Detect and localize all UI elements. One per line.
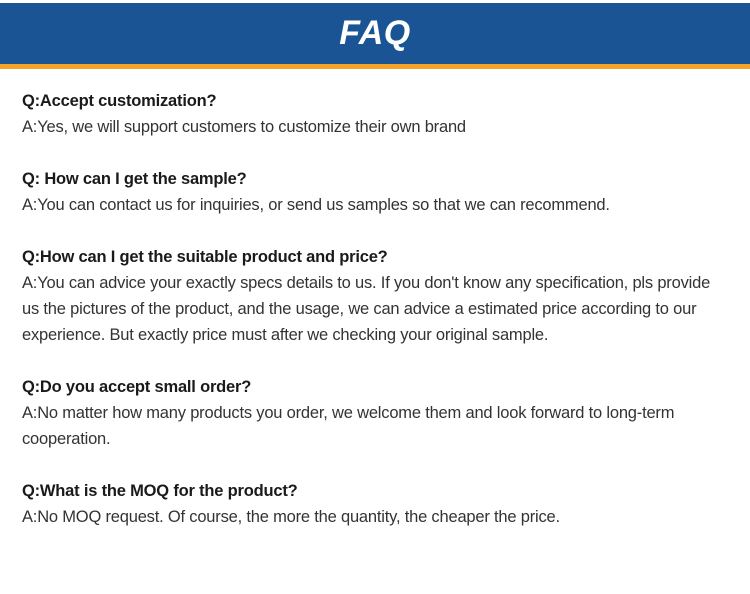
faq-question: Q:What is the MOQ for the product? <box>22 482 298 500</box>
faq-answer: A:Yes, we will support customers to customize their own brand <box>22 118 466 136</box>
faq-title: FAQ <box>339 14 411 52</box>
faq-answer: A:No MOQ request. Of course, the more the quantity, the cheaper the price. <box>22 508 560 526</box>
faq-question: Q: How can I get the sample? <box>22 170 247 188</box>
faq-item <box>22 374 730 452</box>
faq-question: Q:Accept customization? <box>22 92 217 110</box>
faq-answer: A:You can advice your exactly specs details to us. If you don't know any specification, pls provide us the pictures of the product, and the usage, we can advice a estimated price according to our experience. But exactly price must after we checking your original sample. <box>22 274 711 344</box>
faq-question: Q:How can I get the suitable product and price? <box>22 248 388 266</box>
faq-header-banner <box>0 3 750 69</box>
faq-item <box>22 166 730 218</box>
faq-item <box>22 478 730 530</box>
faq-list <box>0 69 750 530</box>
faq-item <box>22 244 730 348</box>
faq-answer: A:You can contact us for inquiries, or send us samples so that we can recommend. <box>22 196 610 214</box>
faq-answer: A:No matter how many products you order, we welcome them and look forward to long-term cooperation. <box>22 404 675 448</box>
faq-item <box>22 88 730 140</box>
faq-question: Q:Do you accept small order? <box>22 378 252 396</box>
